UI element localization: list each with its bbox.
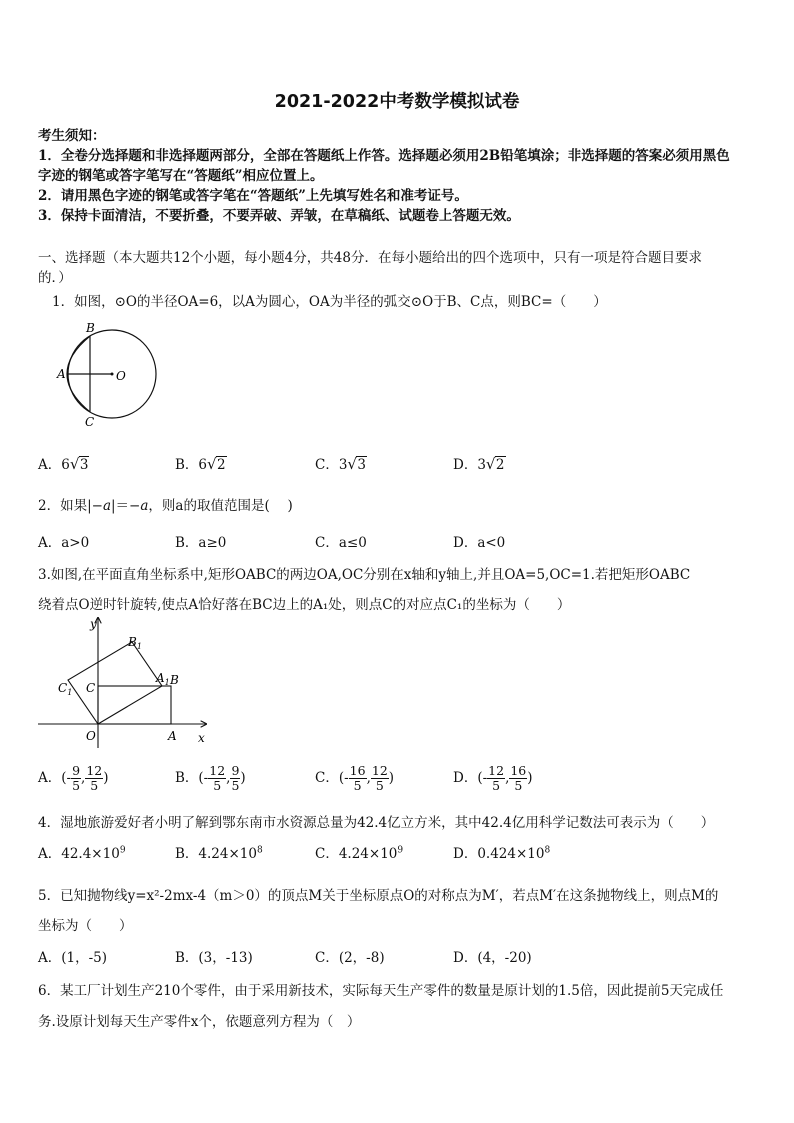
q1-option-a[interactable]: A．6 √ 3	[38, 455, 89, 473]
label-b: B	[170, 673, 179, 687]
label-o: O	[116, 369, 126, 383]
q2-option-b[interactable]: B．a≥0	[175, 535, 227, 551]
label-b1: $B_1$	[128, 635, 142, 651]
label-a1: $A_1$	[156, 671, 170, 687]
q6-stem-line-2: 务.设原计划每天生产零件x个，依题意列方程为（ ）	[38, 1014, 361, 1030]
section-heading-line-2: 的．）	[38, 270, 72, 286]
q4-option-b[interactable]: B．$4.24\times 10^8$	[175, 845, 263, 862]
q3-option-a[interactable]: A．(- $\frac{9}{5}$ , $\frac{12}{5}$ )	[38, 763, 109, 793]
label-c: C	[86, 681, 96, 695]
notice-heading: 考生须知：	[38, 128, 106, 144]
q3-option-c[interactable]: C．(- $\frac{16}{5}$ , $\frac{12}{5}$ )	[315, 763, 395, 793]
q4-option-c[interactable]: C．$4.24\times 10^9$	[315, 845, 404, 862]
q3-option-d[interactable]: D．(- $\frac{12}{5}$ , $\frac{16}{5}$ )	[453, 763, 533, 793]
q2-option-a[interactable]: A．a>0	[38, 535, 90, 551]
q5-option-c[interactable]: C．(2，-8)	[315, 950, 385, 966]
section-heading-line-1: 一、选择题（本大题共12个小题，每小题4分，共48分．在每小题给出的四个选项中，只有一项是符合题目要求	[38, 250, 702, 266]
q1-circle-figure	[50, 318, 165, 430]
q4-stem: 4．湿地旅游爱好者小明了解到鄂东南市水资源总量为42.4亿立方米，其中42.4亿用科学记数法可表示为（ ）	[38, 815, 715, 831]
q3-coordinate-figure	[36, 612, 216, 752]
label-a: A	[57, 367, 66, 381]
label-a: A	[168, 729, 177, 743]
q5-stem-line-2: 坐标为（ ）	[38, 918, 133, 934]
q5-option-d[interactable]: D．(4，-20)	[453, 950, 532, 966]
q4-option-a[interactable]: A．$42.4\times 10^9$	[38, 845, 126, 862]
label-c: C	[85, 415, 95, 429]
label-o: O	[86, 729, 96, 743]
q5-stem-line-1: 5．已知抛物线y=x²-2mx-4（m＞0）的顶点M关于坐标原点O的对称点为M′，若点M′在这条抛物线上，则点M的	[38, 888, 719, 904]
rectangle-oabc	[98, 686, 171, 724]
q2-option-c[interactable]: C．a≤0	[315, 535, 367, 551]
q6-stem-line-1: 6．某工厂计划生产210个零件，由于采用新技术，实际每天生产零件的数量是原计划的1.5倍，因此提前5天完成任	[38, 983, 724, 999]
page-title: 2021-2022中考数学模拟试卷	[274, 92, 520, 112]
q2-stem: 2．如果|−𝑎|＝−𝑎，则a的取值范围是( )	[38, 498, 293, 514]
q2-option-d[interactable]: D．a<0	[453, 535, 506, 551]
center-point	[111, 373, 114, 376]
q3-stem-line-1: 3.如图,在平面直角坐标系中,矩形OABC的两边OA,OC分别在x轴和y轴上,并且OA=5,OC=1.若把矩形OABC	[38, 567, 691, 583]
q4-option-d[interactable]: D．$0.424\times 10^8$	[453, 845, 551, 862]
label-c1: $C_1$	[58, 681, 73, 697]
notice-line-1: 1．全卷分选择题和非选择题两部分，全部在答题纸上作答。选择题必须用2B铅笔填涂；非选择题的答案必须用黑色	[38, 148, 730, 164]
q5-option-a[interactable]: A．(1，-5)	[38, 950, 108, 966]
q1-option-c[interactable]: C．3 √ 3	[315, 455, 367, 473]
q1-option-b[interactable]: B．6 √ 2	[175, 455, 226, 473]
q3-stem-line-2: 绕着点O逆时针旋转,使点A恰好落在BC边上的A₁处，则点C的对应点C₁的坐标为（ ）	[38, 597, 571, 613]
notice-line-4: 3．保持卡面清洁，不要折叠，不要弄破、弄皱，在草稿纸、试题卷上答题无效。	[38, 208, 520, 224]
label-b: B	[86, 321, 95, 335]
rotated-rectangle	[68, 642, 162, 724]
notice-line-3: 2．请用黑色字迹的钢笔或答字笔在“答题纸”上先填写姓名和准考证号。	[38, 188, 468, 204]
notice-line-2: 字迹的钢笔或答字笔写在“答题纸”相应位置上。	[38, 168, 324, 184]
q3-option-b[interactable]: B．(- $\frac{12}{5}$ , $\frac{9}{5}$ )	[175, 763, 246, 793]
q1-stem: 1．如图，⊙O的半径OA=6，以A为圆心，OA为半径的弧交⊙O于B、C点，则BC=（ ）	[52, 294, 607, 310]
label-y: y	[90, 617, 97, 631]
label-x: x	[198, 731, 205, 745]
q5-option-b[interactable]: B．(3，-13)	[175, 950, 253, 966]
q1-option-d[interactable]: D．3 √ 2	[453, 455, 505, 473]
